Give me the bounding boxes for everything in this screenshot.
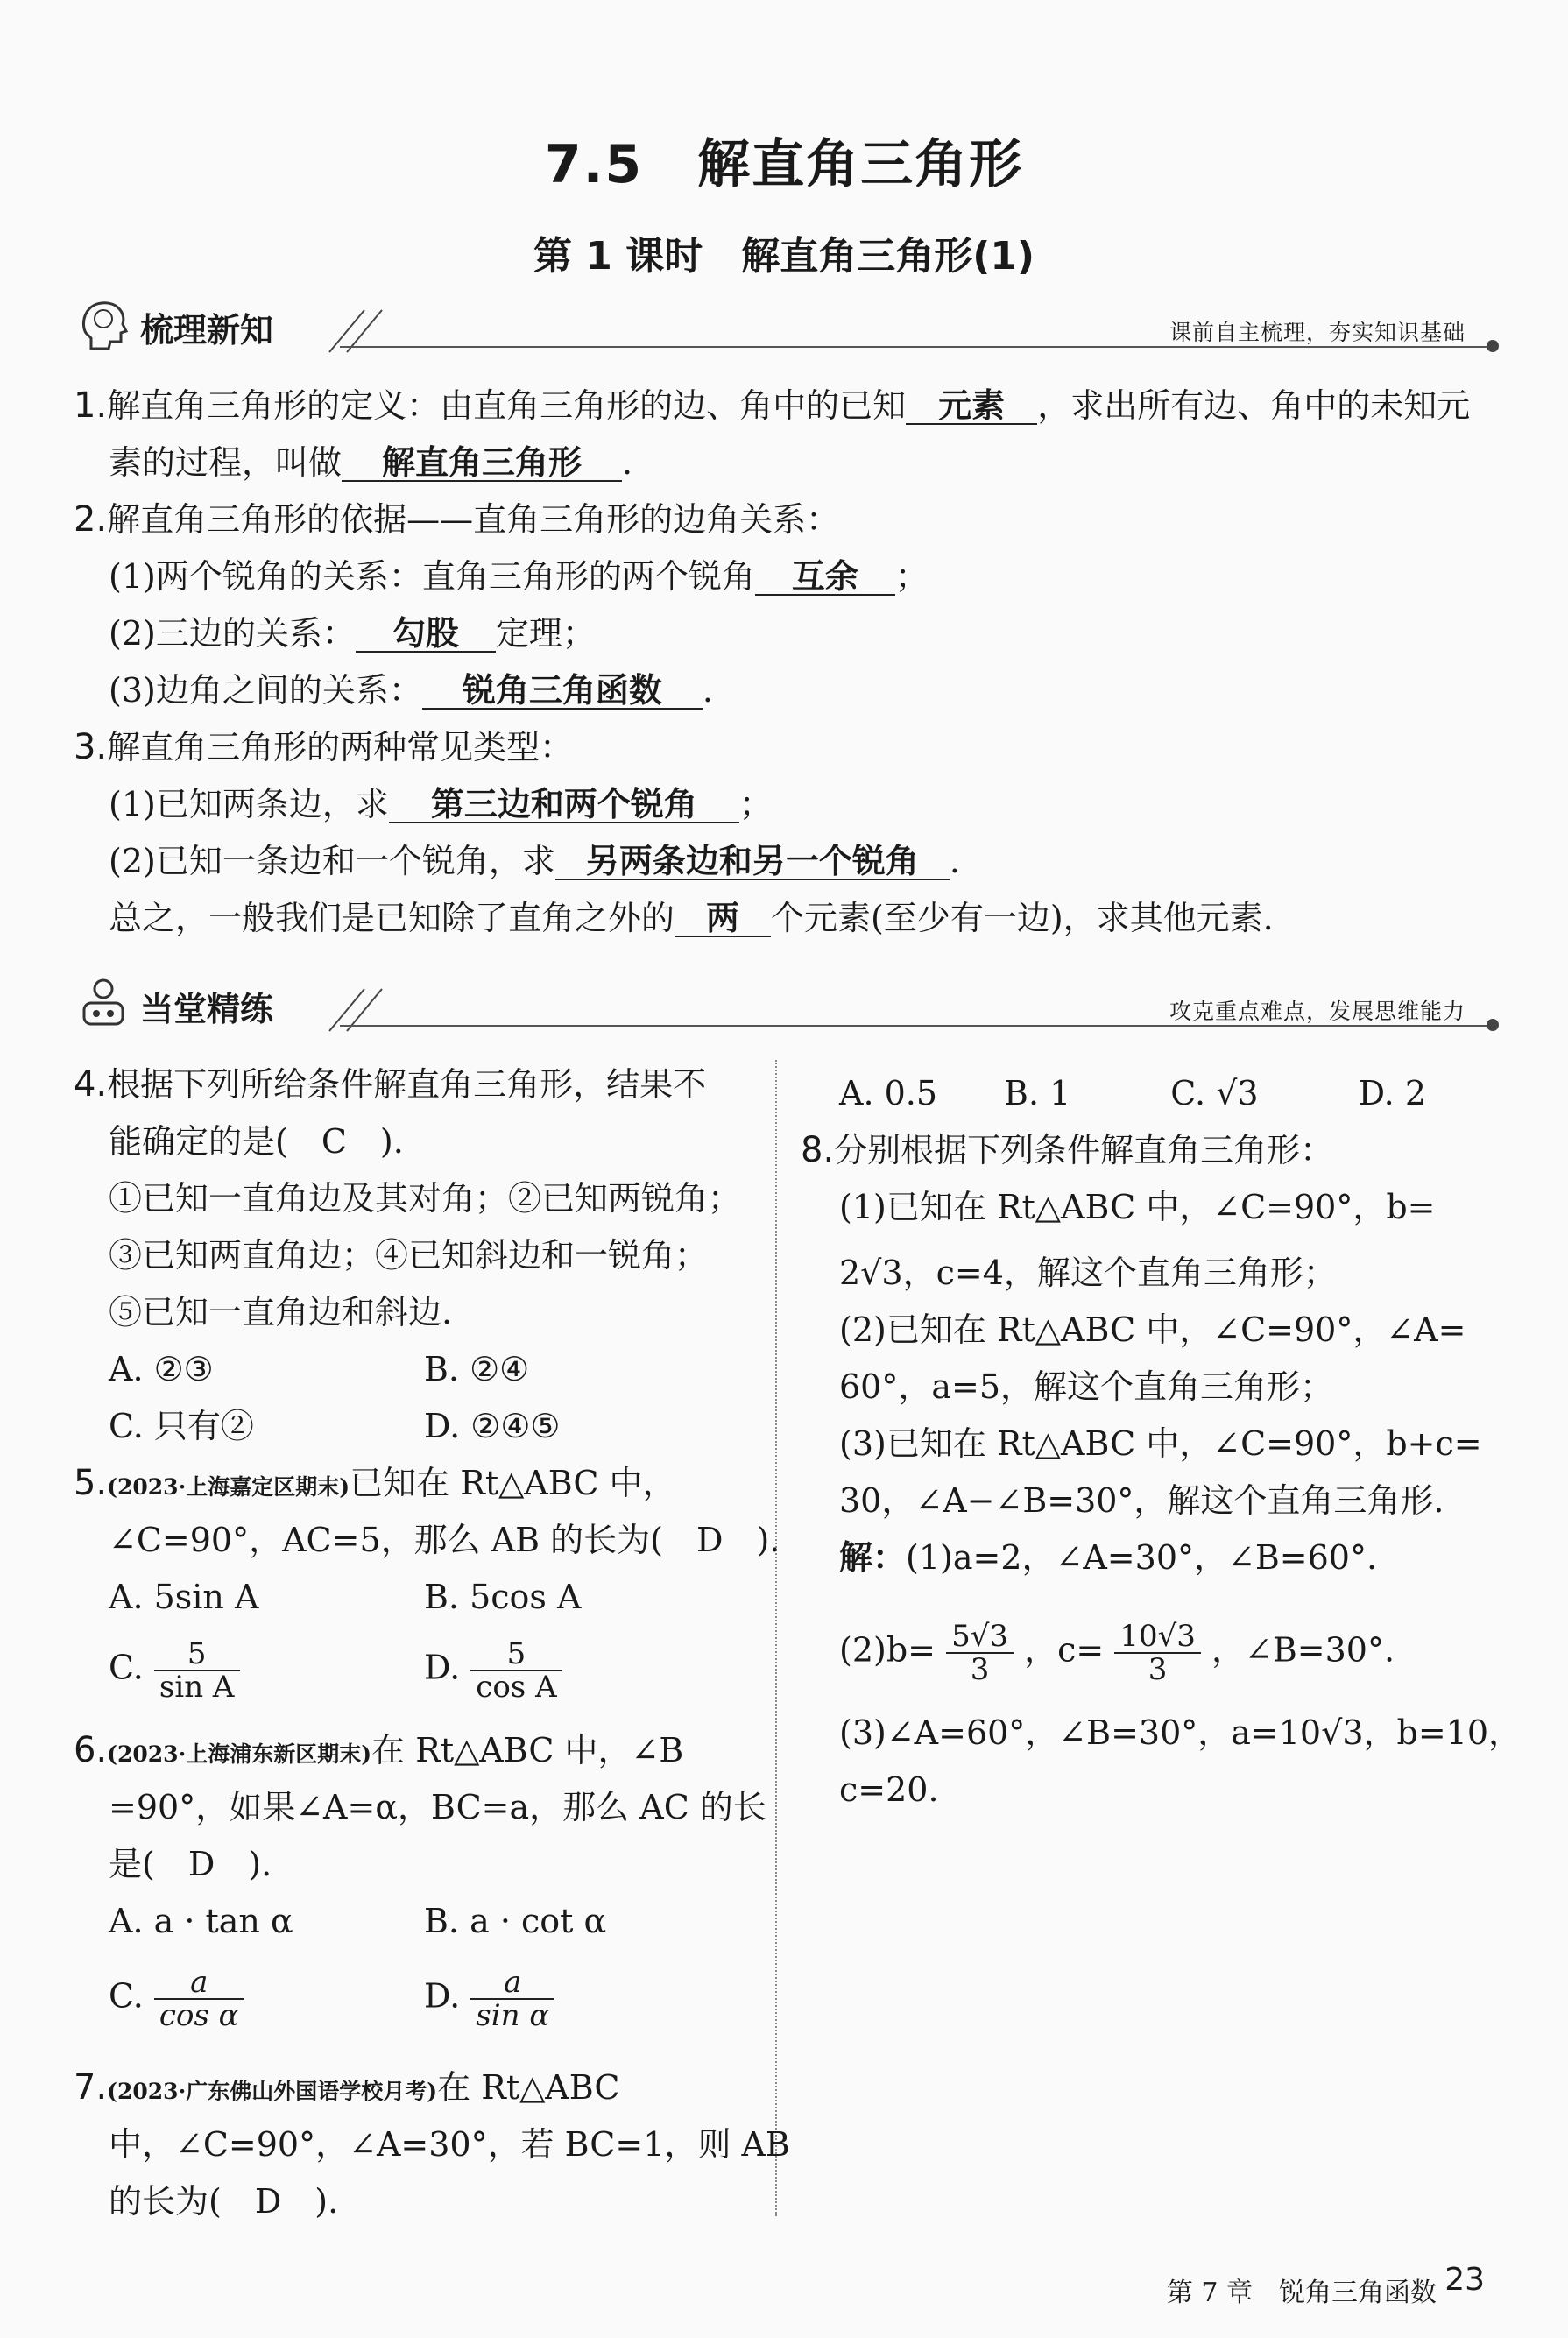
question-4-cont: ⑤已知一直角边和斜边.	[109, 1293, 453, 1331]
question-1: 1.解直角三角形的定义：由直角三角形的边、角中的已知 元素 ，求出所有边、角中的未知元	[74, 385, 1471, 426]
question-7-options: A. 0.5 B. 1 C. √3 D. 2	[839, 1074, 1427, 1112]
question-3-summary: 总之，一般我们是已知除了直角之外的 两 个元素(至少有一边)，求其他元素.	[109, 899, 1274, 937]
question-source: (2023·上海嘉定区期末)	[107, 1474, 350, 1500]
answer-blank: 元素	[906, 388, 1037, 425]
lesson-subtitle: 第 1 课时 解直角三角形(1)	[533, 234, 1035, 279]
question-8-part-3: (3)已知在 Rt△ABC 中，∠C=90°，b+c=	[839, 1424, 1482, 1463]
brain-head-icon	[77, 298, 130, 350]
solution-label: 解：	[839, 1538, 907, 1577]
question-7-cont: 中，∠C=90°，∠A=30°，若 BC=1，则 AB	[109, 2125, 790, 2164]
question-7-cont: 的长为( D ).	[109, 2182, 339, 2221]
answer-blank: 另两条边和另一个锐角	[555, 844, 950, 880]
option-b: B. ②④	[424, 1350, 530, 1388]
question-source: (2023·广东佛山外国语学校月考)	[107, 2079, 438, 2104]
answer-blank: 解直角三角形	[342, 445, 622, 482]
question-1-cont: 素的过程，叫做 解直角三角形 .	[109, 443, 633, 482]
solution-3: (3)∠A=60°，∠B=30°，a=10√3，b=10，	[839, 1713, 1522, 1752]
question-2-part-1: (1)两个锐角的关系：直角三角形的两个锐角 互余 ；	[109, 557, 929, 596]
answer-blank: 第三边和两个锐角	[389, 787, 739, 823]
question-8-part-3-cont: 30，∠A−∠B=30°，解这个直角三角形.	[839, 1481, 1444, 1520]
question-4-cont: ③已知两直角边；④已知斜边和一锐角；	[109, 1236, 709, 1275]
question-6-cont: =90°，如果∠A=α，BC=a，那么 AC 的长	[109, 1788, 766, 1826]
rule-dot	[1487, 1019, 1499, 1031]
option-d: D. $\frac{5}{\text{cos A}}$	[424, 1638, 562, 1703]
solution-2: (2)b= $\frac{5√3}{3}$ ，c= $\frac{10√3}{3}$ ，∠B=30°.	[839, 1619, 1395, 1687]
option-d: D. ②④⑤	[424, 1407, 561, 1445]
fraction: $\frac{5}{\text{sin A}}$	[154, 1638, 240, 1703]
option-b: B. 5cos A	[424, 1578, 582, 1616]
question-8-part-2-cont: 60°，a=5，解这个直角三角形；	[839, 1367, 1334, 1406]
solution-3-cont: c=20.	[839, 1770, 939, 1809]
robot-bulb-icon	[77, 977, 130, 1029]
page-title: 7.5 解直角三角形	[544, 134, 1024, 195]
answer-blank: 锐角三角函数	[422, 673, 703, 710]
fraction: $\frac{10√3}{3}$	[1114, 1621, 1201, 1685]
option-b: B. a · cot α	[424, 1902, 607, 1940]
question-6-cont: 是( D ).	[109, 1845, 272, 1883]
option-a: A. ②③	[109, 1350, 214, 1388]
section-title: 当堂精练	[140, 990, 274, 1028]
option-c: C. 只有②	[109, 1407, 254, 1445]
question-2-part-3: (3)边角之间的关系： 锐角三角函数 .	[109, 671, 713, 710]
page-number: 23	[1444, 2262, 1485, 2298]
option-c: C. $\frac{5}{\text{sin A}}$	[109, 1638, 240, 1703]
fraction: $\frac{a}{\text{sin α}}$	[470, 1967, 554, 2031]
chapter-footer: 第 7 章 锐角三角函数	[1166, 2278, 1437, 2308]
option-a: A. a · tan α	[109, 1902, 293, 1940]
section-header-practice	[77, 977, 1501, 1038]
question-8-part-1-cont: 2√3，c=4，解这个直角三角形；	[839, 1254, 1337, 1292]
question-4-cont: ①已知一直角边及其对角；②已知两锐角；	[109, 1179, 742, 1218]
fraction: $\frac{5√3}{3}$	[946, 1621, 1014, 1685]
option-d: D. $\frac{a}{\text{sin α}}$	[424, 1967, 554, 2031]
question-3-part-1: (1)已知两条边，求 第三边和两个锐角 ；	[109, 785, 773, 823]
question-8: 8.分别根据下列条件解直角三角形：	[801, 1130, 1334, 1170]
question-6: 6.(2023·上海浦东新区期末)在 Rt△ABC 中，∠B	[74, 1730, 684, 1770]
question-2: 2.解直角三角形的依据——直角三角形的边角关系：	[74, 499, 840, 540]
question-8-part-1: (1)已知在 Rt△ABC 中，∠C=90°，b=	[839, 1188, 1436, 1226]
question-3: 3.解直角三角形的两种常见类型：	[74, 727, 574, 767]
question-source: (2023·上海浦东新区期末)	[107, 1741, 372, 1767]
option-c: C. $\frac{a}{\text{cos α}}$	[109, 1967, 244, 2031]
option-a: A. 5sin A	[109, 1578, 259, 1616]
question-4-cont: 能确定的是( C ).	[109, 1122, 404, 1161]
solution-1: 解：(1)a=2，∠A=30°，∠B=60°.	[839, 1538, 1378, 1577]
answer-blank: 互余	[755, 559, 895, 596]
question-7: 7.(2023·广东佛山外国语学校月考)在 Rt△ABC	[74, 2067, 620, 2108]
section-tag: 课前自主梳理，夯实知识基础	[1169, 320, 1466, 345]
section-header-review	[77, 298, 1501, 359]
fraction: $\frac{5}{\text{cos A}}$	[470, 1638, 562, 1703]
answer-blank: 两	[675, 901, 771, 937]
answer-blank: 勾股	[356, 616, 496, 653]
question-4: 4.根据下列所给条件解直角三角形，结果不	[74, 1064, 707, 1105]
question-3-part-2: (2)已知一条边和一个锐角，求 另两条边和另一个锐角 .	[109, 842, 960, 880]
question-8-part-2: (2)已知在 Rt△ABC 中，∠C=90°，∠A=	[839, 1310, 1466, 1349]
section-tag: 攻克重点难点，发展思维能力	[1169, 999, 1466, 1024]
section-title: 梳理新知	[140, 311, 274, 350]
column-divider	[775, 1060, 777, 2216]
question-5-cont: ∠C=90°，AC=5，那么 AB 的长为( D ).	[109, 1521, 780, 1559]
question-5: 5.(2023·上海嘉定区期末)已知在 Rt△ABC 中，	[74, 1463, 676, 1503]
question-2-part-2: (2)三边的关系： 勾股 定理；	[109, 614, 596, 653]
fraction: $\frac{a}{\text{cos α}}$	[154, 1967, 244, 2031]
rule-dot	[1487, 340, 1499, 352]
